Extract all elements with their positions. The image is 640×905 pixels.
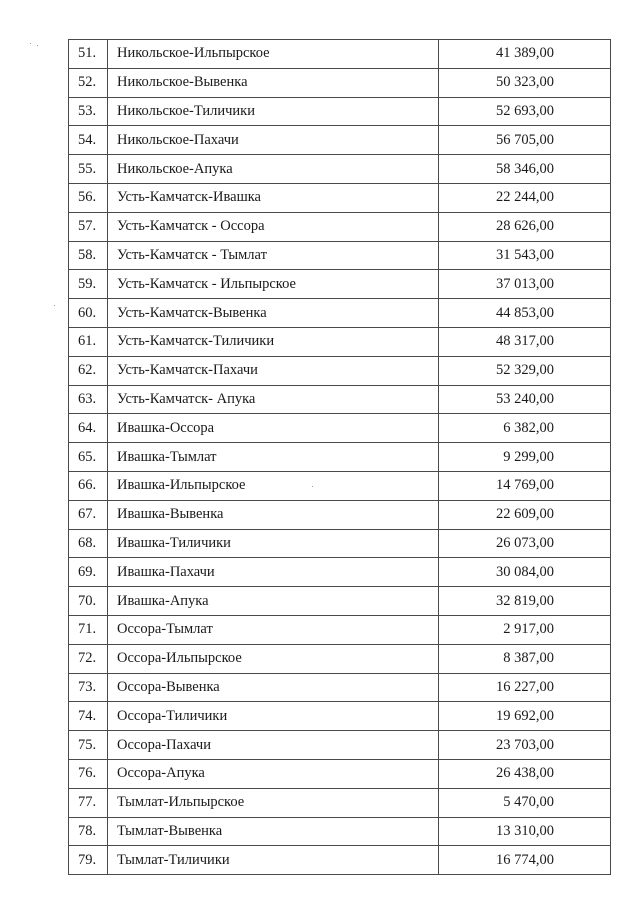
row-number-cell: 57. <box>69 212 108 241</box>
tariff-amount-cell: 2 917,00 <box>439 615 611 644</box>
table-row <box>69 788 611 817</box>
row-number-cell: 51. <box>69 40 108 69</box>
row-number-cell: 52. <box>69 68 108 97</box>
row-number-cell: 69. <box>69 558 108 587</box>
tariff-amount-cell: 30 084,00 <box>439 558 611 587</box>
row-number-cell: 67. <box>69 500 108 529</box>
tariff-amount-cell: 23 703,00 <box>439 731 611 760</box>
table-row <box>69 759 611 788</box>
row-number-cell: 75. <box>69 731 108 760</box>
tariff-amount-cell: 6 382,00 <box>439 414 611 443</box>
route-name-cell: Тымлат-Вывенка <box>108 817 439 846</box>
route-name-cell: Ивашка-Ильпырское <box>108 471 439 500</box>
scan-speck <box>37 45 38 46</box>
row-number-cell: 53. <box>69 97 108 126</box>
tariff-amount-cell: 14 769,00 <box>439 471 611 500</box>
route-name-cell: Оссора-Тымлат <box>108 615 439 644</box>
row-number-cell: 71. <box>69 615 108 644</box>
route-name-cell: Никольское-Ильпырское <box>108 40 439 69</box>
tariff-amount-cell: 16 227,00 <box>439 673 611 702</box>
route-name-cell: Тымлат-Ильпырское <box>108 788 439 817</box>
route-name-cell: Оссора-Пахачи <box>108 731 439 760</box>
table-row <box>69 529 611 558</box>
tariff-amount-cell: 48 317,00 <box>439 327 611 356</box>
tariff-amount-cell: 52 329,00 <box>439 356 611 385</box>
table-row <box>69 212 611 241</box>
tariff-amount-cell: 28 626,00 <box>439 212 611 241</box>
route-name-cell: Оссора-Апука <box>108 759 439 788</box>
row-number-cell: 73. <box>69 673 108 702</box>
table-row <box>69 731 611 760</box>
row-number-cell: 55. <box>69 155 108 184</box>
row-number-cell: 72. <box>69 644 108 673</box>
tariff-amount-cell: 8 387,00 <box>439 644 611 673</box>
tariff-amount-cell: 19 692,00 <box>439 702 611 731</box>
route-name-cell: Никольское-Вывенка <box>108 68 439 97</box>
table-row <box>69 443 611 472</box>
tariff-amount-cell: 53 240,00 <box>439 385 611 414</box>
table-row <box>69 644 611 673</box>
row-number-cell: 63. <box>69 385 108 414</box>
route-name-cell: Усть-Камчатск-Тиличики <box>108 327 439 356</box>
tariff-amount-cell: 41 389,00 <box>439 40 611 69</box>
tariff-amount-cell: 13 310,00 <box>439 817 611 846</box>
route-name-cell: Никольское-Пахачи <box>108 126 439 155</box>
route-name-cell: Усть-Камчатск - Ильпырское <box>108 270 439 299</box>
route-name-cell: Усть-Камчатск-Вывенка <box>108 299 439 328</box>
table-row <box>69 846 611 875</box>
route-name-cell: Ивашка-Пахачи <box>108 558 439 587</box>
route-name-cell: Ивашка-Вывенка <box>108 500 439 529</box>
tariff-amount-cell: 26 073,00 <box>439 529 611 558</box>
tariff-amount-cell: 56 705,00 <box>439 126 611 155</box>
scan-speck <box>30 43 31 44</box>
route-name-cell: Оссора-Ильпырское <box>108 644 439 673</box>
route-name-cell: Ивашка-Оссора <box>108 414 439 443</box>
tariff-amount-cell: 44 853,00 <box>439 299 611 328</box>
table-row <box>69 587 611 616</box>
tariff-amount-cell: 31 543,00 <box>439 241 611 270</box>
table-row <box>69 97 611 126</box>
row-number-cell: 66. <box>69 471 108 500</box>
tariff-amount-cell: 50 323,00 <box>439 68 611 97</box>
table-row <box>69 702 611 731</box>
row-number-cell: 58. <box>69 241 108 270</box>
table-row <box>69 500 611 529</box>
table-row <box>69 385 611 414</box>
route-name-cell: Тымлат-Тиличики <box>108 846 439 875</box>
table-row <box>69 471 611 500</box>
tariff-amount-cell: 32 819,00 <box>439 587 611 616</box>
route-tariff-table <box>68 39 611 875</box>
row-number-cell: 65. <box>69 443 108 472</box>
row-number-cell: 76. <box>69 759 108 788</box>
table-row <box>69 673 611 702</box>
table-row <box>69 68 611 97</box>
table-row <box>69 241 611 270</box>
table-row <box>69 155 611 184</box>
table-row <box>69 126 611 155</box>
route-name-cell: Оссора-Тиличики <box>108 702 439 731</box>
table-row <box>69 615 611 644</box>
row-number-cell: 62. <box>69 356 108 385</box>
route-name-cell: Усть-Камчатск - Оссора <box>108 212 439 241</box>
row-number-cell: 56. <box>69 183 108 212</box>
table-row <box>69 356 611 385</box>
row-number-cell: 64. <box>69 414 108 443</box>
route-name-cell: Никольское-Апука <box>108 155 439 184</box>
table-row <box>69 327 611 356</box>
row-number-cell: 79. <box>69 846 108 875</box>
scan-speck <box>54 305 55 306</box>
table-body <box>69 40 611 875</box>
row-number-cell: 74. <box>69 702 108 731</box>
tariff-amount-cell: 9 299,00 <box>439 443 611 472</box>
table-row <box>69 558 611 587</box>
row-number-cell: 68. <box>69 529 108 558</box>
tariff-amount-cell: 5 470,00 <box>439 788 611 817</box>
route-name-cell: Ивашка-Тиличики <box>108 529 439 558</box>
row-number-cell: 77. <box>69 788 108 817</box>
table-row <box>69 183 611 212</box>
table-row <box>69 270 611 299</box>
row-number-cell: 54. <box>69 126 108 155</box>
row-number-cell: 70. <box>69 587 108 616</box>
tariff-amount-cell: 26 438,00 <box>439 759 611 788</box>
table-row <box>69 299 611 328</box>
tariff-amount-cell: 58 346,00 <box>439 155 611 184</box>
route-name-cell: Усть-Камчатск- Апука <box>108 385 439 414</box>
tariff-amount-cell: 52 693,00 <box>439 97 611 126</box>
route-name-cell: Усть-Камчатск - Тымлат <box>108 241 439 270</box>
row-number-cell: 60. <box>69 299 108 328</box>
row-number-cell: 78. <box>69 817 108 846</box>
table-row <box>69 817 611 846</box>
row-number-cell: 59. <box>69 270 108 299</box>
row-number-cell: 61. <box>69 327 108 356</box>
tariff-amount-cell: 22 244,00 <box>439 183 611 212</box>
table-row <box>69 40 611 69</box>
tariff-amount-cell: 37 013,00 <box>439 270 611 299</box>
route-name-cell: Оссора-Вывенка <box>108 673 439 702</box>
route-name-cell: Никольское-Тиличики <box>108 97 439 126</box>
route-name-cell: Ивашка-Тымлат <box>108 443 439 472</box>
table-row <box>69 414 611 443</box>
tariff-amount-cell: 22 609,00 <box>439 500 611 529</box>
route-name-cell: Усть-Камчатск-Ивашка <box>108 183 439 212</box>
route-name-cell: Ивашка-Апука <box>108 587 439 616</box>
route-name-cell: Усть-Камчатск-Пахачи <box>108 356 439 385</box>
tariff-amount-cell: 16 774,00 <box>439 846 611 875</box>
